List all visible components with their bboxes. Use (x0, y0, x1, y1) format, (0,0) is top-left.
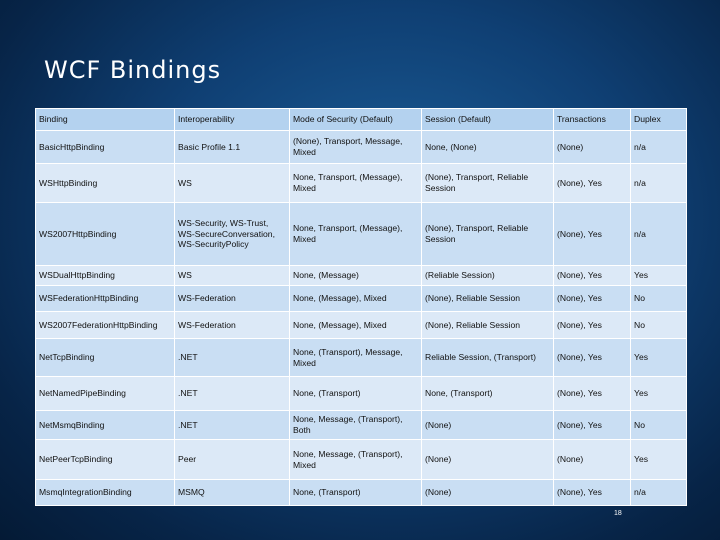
transactions-cell: (None) (554, 131, 631, 164)
security-mode-cell: None, (Message), Mixed (290, 312, 422, 339)
binding-cell: NetTcpBinding (36, 339, 175, 377)
transactions-cell: (None), Yes (554, 203, 631, 266)
table-row (36, 480, 687, 506)
table-row (36, 339, 687, 377)
header-duplex: Duplex (631, 109, 687, 131)
session-cell: (None) (422, 411, 554, 440)
duplex-cell: No (631, 312, 687, 339)
binding-cell: BasicHttpBinding (36, 131, 175, 164)
transactions-cell: (None), Yes (554, 339, 631, 377)
binding-cell: MsmqIntegrationBinding (36, 480, 175, 506)
duplex-cell: n/a (631, 480, 687, 506)
interoperability-cell: Basic Profile 1.1 (175, 131, 290, 164)
interoperability-cell: WS (175, 266, 290, 286)
duplex-cell: Yes (631, 440, 687, 480)
session-cell: None, (Transport) (422, 377, 554, 411)
binding-cell: WSFederationHttpBinding (36, 286, 175, 312)
header-interoperability: Interoperability (175, 109, 290, 131)
security-mode-cell: None, Transport, (Message), Mixed (290, 203, 422, 266)
duplex-cell: n/a (631, 203, 687, 266)
header-binding: Binding (36, 109, 175, 131)
interoperability-cell: WS-Security, WS-Trust, WS-SecureConversation, WS-SecurityPolicy (175, 203, 290, 266)
session-cell: (None), Transport, Reliable Session (422, 164, 554, 203)
interoperability-cell: Peer (175, 440, 290, 480)
interoperability-cell: .NET (175, 377, 290, 411)
transactions-cell: (None), Yes (554, 480, 631, 506)
interoperability-cell: WS-Federation (175, 286, 290, 312)
transactions-cell: (None), Yes (554, 266, 631, 286)
interoperability-cell: .NET (175, 411, 290, 440)
transactions-cell: (None), Yes (554, 312, 631, 339)
binding-cell: WS2007FederationHttpBinding (36, 312, 175, 339)
transactions-cell: (None), Yes (554, 286, 631, 312)
duplex-cell: Yes (631, 266, 687, 286)
table-row (36, 312, 687, 339)
duplex-cell: No (631, 286, 687, 312)
page-number: 18 (614, 510, 622, 517)
table-row (36, 286, 687, 312)
header-session: Session (Default) (422, 109, 554, 131)
table-row (36, 266, 687, 286)
security-mode-cell: None, (Message), Mixed (290, 286, 422, 312)
security-mode-cell: None, Message, (Transport), Mixed (290, 440, 422, 480)
binding-cell: NetNamedPipeBinding (36, 377, 175, 411)
security-mode-cell: (None), Transport, Message, Mixed (290, 131, 422, 164)
binding-cell: WSHttpBinding (36, 164, 175, 203)
bindings-table (35, 108, 687, 506)
binding-cell: NetMsmqBinding (36, 411, 175, 440)
session-cell: (None) (422, 480, 554, 506)
table-row (36, 131, 687, 164)
header-security-mode: Mode of Security (Default) (290, 109, 422, 131)
session-cell: None, (None) (422, 131, 554, 164)
security-mode-cell: None, Message, (Transport), Both (290, 411, 422, 440)
table-row (36, 203, 687, 266)
transactions-cell: (None), Yes (554, 377, 631, 411)
table-row (36, 377, 687, 411)
binding-cell: WS2007HttpBinding (36, 203, 175, 266)
table-row (36, 411, 687, 440)
interoperability-cell: WS (175, 164, 290, 203)
duplex-cell: Yes (631, 339, 687, 377)
header-transactions: Transactions (554, 109, 631, 131)
session-cell: (None), Transport, Reliable Session (422, 203, 554, 266)
session-cell: (None), Reliable Session (422, 286, 554, 312)
transactions-cell: (None) (554, 440, 631, 480)
duplex-cell: n/a (631, 131, 687, 164)
transactions-cell: (None), Yes (554, 411, 631, 440)
interoperability-cell: .NET (175, 339, 290, 377)
security-mode-cell: None, (Transport), Message, Mixed (290, 339, 422, 377)
table-row (36, 440, 687, 480)
table-row (36, 164, 687, 203)
interoperability-cell: WS-Federation (175, 312, 290, 339)
duplex-cell: Yes (631, 377, 687, 411)
duplex-cell: No (631, 411, 687, 440)
security-mode-cell: None, Transport, (Message), Mixed (290, 164, 422, 203)
slide-title: WCF Bindings (44, 56, 222, 84)
interoperability-cell: MSMQ (175, 480, 290, 506)
security-mode-cell: None, (Transport) (290, 480, 422, 506)
table-header-row (36, 109, 687, 131)
security-mode-cell: None, (Transport) (290, 377, 422, 411)
session-cell: (None), Reliable Session (422, 312, 554, 339)
session-cell: (Reliable Session) (422, 266, 554, 286)
session-cell: Reliable Session, (Transport) (422, 339, 554, 377)
transactions-cell: (None), Yes (554, 164, 631, 203)
security-mode-cell: None, (Message) (290, 266, 422, 286)
binding-cell: WSDualHttpBinding (36, 266, 175, 286)
duplex-cell: n/a (631, 164, 687, 203)
session-cell: (None) (422, 440, 554, 480)
binding-cell: NetPeerTcpBinding (36, 440, 175, 480)
